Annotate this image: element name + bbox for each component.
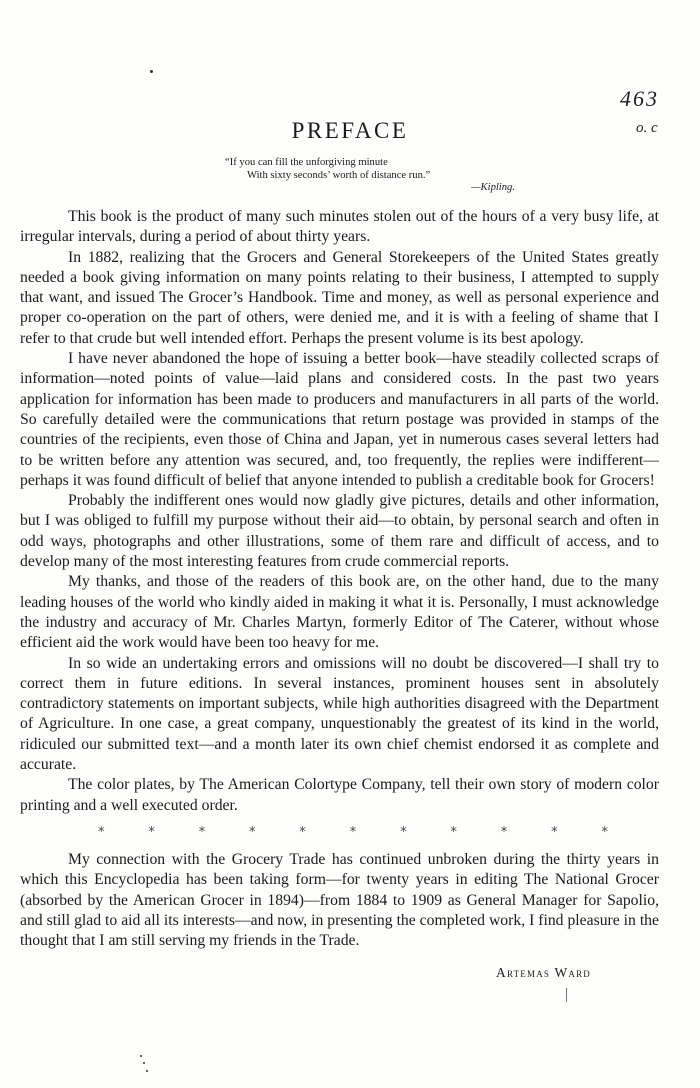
asterisk: * — [249, 825, 256, 840]
author-signature: Artemas Ward — [496, 965, 591, 980]
paragraph: Probably the indifferent ones would now gladly give pictures, details and other information, but I was obliged to fulfill my purpose without their aid—to obtain, by personal search and often in odd ways, photographs and other illustrations, some of them rare and difficult of access, and to develop many of the most interesting features from crude commercial reports. — [20, 492, 659, 571]
epigraph-line-1: “If you can fill the unforgiving minute — [225, 157, 388, 168]
ink-speck — [150, 70, 153, 73]
asterisk: * — [148, 825, 155, 840]
ink-speck — [146, 1070, 148, 1072]
paragraph: This book is the product of many such minutes stolen out of the hours of a very busy life, at irregular intervals, during a period of about thirty years. — [20, 208, 659, 246]
corner-mark-top: 463 — [620, 86, 659, 111]
page-title: PREFACE — [291, 118, 409, 143]
paragraph: In 1882, realizing that the Grocers and General Storekeepers of the United States greatly needed a book giving information on many points relating to their business, I attempted to supply that want, and issued The Grocer’s Handbook. Time and money, as well as personal experience and proper co-operation on the part of others, were denied me, and it is with a feeling of shame that I refer to that crude but well intended effort. Perhaps the present volume is its best apology. — [20, 248, 659, 347]
corner-mark-bottom: o. c — [636, 120, 658, 136]
epigraph-line-2: With sixty seconds’ worth of distance run.” — [247, 169, 431, 181]
asterisk: * — [601, 825, 608, 840]
asterisk: * — [551, 825, 558, 840]
ink-speck — [140, 1055, 142, 1057]
paragraph: My connection with the Grocery Trade has continued unbroken during the thirty years in which this Encyclopedia has been taking form—for twenty years in editing The National Grocer (absorbed by the American Grocer in 1894)—from 1884 to 1909 as General Manager for Sapolio, and still glad to aid all its interests—and now, in presenting the completed work, I find pleasure in the thought that I am still serving my friends in the Trade. — [20, 850, 659, 950]
asterisk: * — [400, 825, 407, 840]
paragraph: The color plates, by The American Colortype Company, tell their own story of modern color printing and a well executed order. — [20, 776, 659, 814]
paragraph: In so wide an undertaking errors and omissions will no doubt be discovered—I shall try to correct them in future editions. In several instances, prominent houses sent in absolutely contradictory statements on important subjects, while high authorities disagreed with the Department of Agriculture. In one case, a great company, unquestionably the greatest of its kind in the world, ridiculed our submitted text—and a month later its own chief chemist endorsed it as complete and accurate. — [20, 654, 659, 774]
paragraph: I have never abandoned the hope of issuing a better book—have steadily collected scraps of information—noted points of value—laid plans and considered costs. In the past two years application for information has been made to producers and manufacturers in all parts of the world. So carefully detailed were the communications that return postage was provided in stamps of the countries of the recipients, even those of China and Japan, yet in numerous cases several letters had to be written before any attention was secured, and, too frequently, the replies were indifferent—perhaps it was found difficult of belief that anyone intended to publish a creditable book for Grocers! — [20, 350, 659, 489]
paragraph: My thanks, and those of the readers of this book are, on the other hand, due to the many leading houses of the world who kindly aided in making it what it is. Personally, I must acknowledge the industry and accuracy of Mr. Charles Martyn, formerly Editor of The Caterer, without whose efficient aid the work would have been too heavy for me. — [20, 573, 659, 652]
asterisk: * — [198, 825, 206, 840]
asterisk: * — [98, 825, 105, 840]
asterisk: * — [450, 825, 457, 840]
section-break — [98, 825, 608, 840]
asterisk: * — [500, 825, 508, 840]
ink-mark — [566, 988, 567, 1002]
asterisk: * — [349, 825, 357, 840]
asterisk: * — [299, 825, 306, 840]
ink-speck — [143, 1062, 145, 1064]
epigraph-attribution: —Kipling. — [471, 182, 515, 193]
epigraph — [225, 157, 545, 195]
